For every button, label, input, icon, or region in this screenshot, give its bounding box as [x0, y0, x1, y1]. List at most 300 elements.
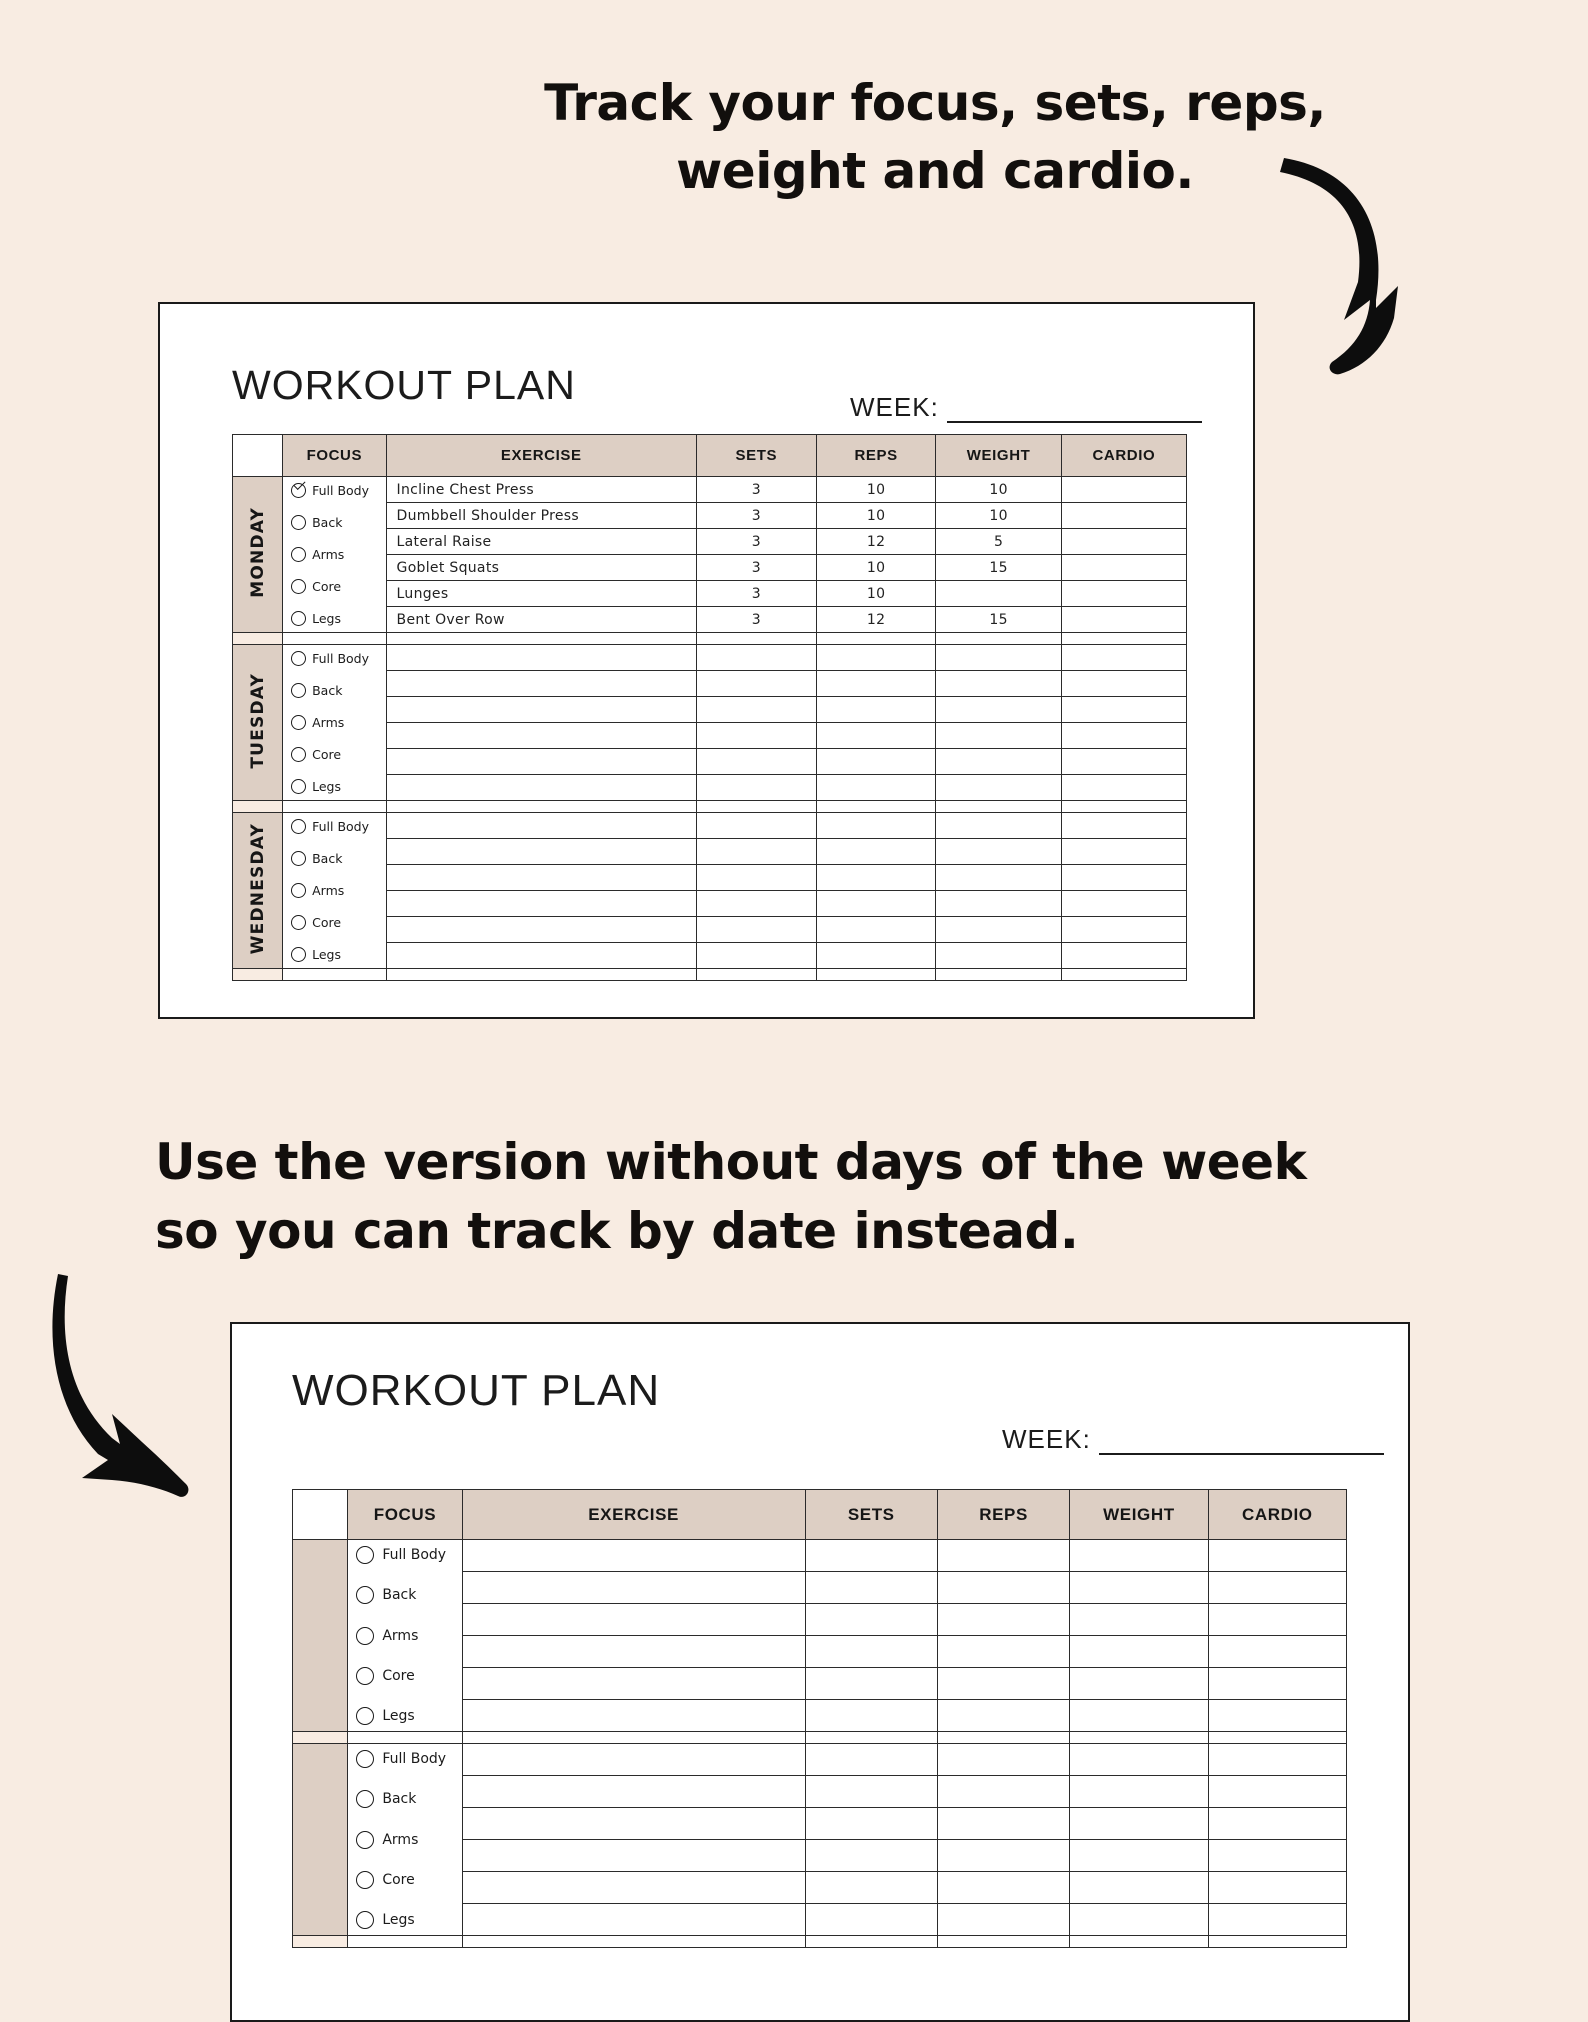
cell-sets[interactable]: [696, 697, 816, 723]
radio-icon[interactable]: [356, 1627, 374, 1645]
cell-weight[interactable]: [936, 749, 1061, 775]
cell-exercise[interactable]: [386, 917, 696, 943]
cell-weight[interactable]: [1070, 1604, 1208, 1636]
cell-weight[interactable]: [1070, 1904, 1208, 1936]
focus-option-full-body[interactable]: [291, 819, 385, 834]
cell-reps[interactable]: 10: [816, 477, 936, 503]
table-header-row: [293, 1490, 1347, 1540]
cell-weight[interactable]: [1070, 1776, 1208, 1808]
cell-exercise[interactable]: [462, 1540, 805, 1572]
cell-reps[interactable]: [937, 1604, 1069, 1636]
radio-icon[interactable]: [291, 851, 306, 866]
radio-icon[interactable]: [291, 779, 306, 794]
focus-option-label: Full Body: [382, 1547, 447, 1563]
table-row: [293, 1744, 1347, 1776]
cell-cardio[interactable]: [1208, 1572, 1346, 1604]
focus-option-label: Legs: [312, 947, 341, 962]
cell-sets[interactable]: 3: [696, 581, 816, 607]
radio-icon[interactable]: [291, 579, 306, 594]
focus-option-label: Core: [312, 579, 342, 594]
cell-exercise[interactable]: [462, 1604, 805, 1636]
cell-weight[interactable]: [936, 865, 1061, 891]
cell-sets[interactable]: [696, 775, 816, 801]
cell-exercise[interactable]: [462, 1808, 805, 1840]
column-header-weight: WEIGHT: [1070, 1490, 1208, 1540]
focus-options-cell: [283, 813, 386, 969]
focus-option-label: Back: [312, 515, 343, 530]
focus-option-label: Back: [312, 851, 343, 866]
cell-reps[interactable]: 10: [816, 503, 936, 529]
cell-exercise[interactable]: [386, 645, 696, 671]
cell-cardio[interactable]: [1061, 529, 1186, 555]
cell-sets[interactable]: [805, 1872, 937, 1904]
cell-weight[interactable]: [936, 839, 1061, 865]
cell-exercise[interactable]: [386, 839, 696, 865]
cell-exercise[interactable]: [386, 943, 696, 969]
radio-icon[interactable]: [356, 1911, 374, 1929]
block-separator-cell: [936, 801, 1061, 813]
cell-sets[interactable]: [805, 1808, 937, 1840]
cell-exercise[interactable]: [462, 1776, 805, 1808]
radio-icon[interactable]: [356, 1667, 374, 1685]
block-separator: [233, 633, 1187, 645]
cell-cardio[interactable]: [1208, 1872, 1346, 1904]
day-header-spacer: [293, 1490, 348, 1540]
cell-weight[interactable]: 15: [936, 555, 1061, 581]
block-separator-cell: [937, 1732, 1069, 1744]
cell-weight[interactable]: [936, 645, 1061, 671]
table-row: [233, 813, 1187, 839]
cell-cardio[interactable]: [1208, 1904, 1346, 1936]
cell-exercise[interactable]: Lunges: [386, 581, 696, 607]
block-separator-cell: [283, 969, 386, 981]
block-separator-spacer: [233, 801, 283, 813]
cell-exercise[interactable]: [462, 1636, 805, 1668]
focus-option-label: Arms: [312, 547, 345, 562]
focus-option-legs[interactable]: [356, 1911, 461, 1929]
focus-option-full-body[interactable]: [291, 483, 385, 498]
cell-cardio[interactable]: [1061, 775, 1186, 801]
focus-option-core[interactable]: [356, 1871, 461, 1889]
cell-exercise[interactable]: [462, 1700, 805, 1732]
cell-cardio[interactable]: [1061, 723, 1186, 749]
cell-reps[interactable]: [816, 775, 936, 801]
cell-weight[interactable]: 5: [936, 529, 1061, 555]
block-separator-cell: [696, 633, 816, 645]
block-separator-cell: [1208, 1732, 1346, 1744]
cell-reps[interactable]: [937, 1636, 1069, 1668]
week-input[interactable]: [1099, 1431, 1384, 1455]
block-separator-cell: [696, 801, 816, 813]
cell-reps[interactable]: [937, 1776, 1069, 1808]
column-header-exercise: EXERCISE: [462, 1490, 805, 1540]
radio-icon[interactable]: [291, 819, 306, 834]
radio-icon[interactable]: [356, 1586, 374, 1604]
cell-cardio[interactable]: [1061, 943, 1186, 969]
cell-weight[interactable]: [936, 943, 1061, 969]
radio-icon[interactable]: [291, 883, 306, 898]
column-header-exercise: EXERCISE: [386, 435, 696, 477]
focus-options-cell: [348, 1744, 462, 1936]
focus-option-label: Full Body: [312, 651, 369, 666]
block-separator-cell: [1061, 969, 1186, 981]
cell-sets[interactable]: [805, 1540, 937, 1572]
cell-sets[interactable]: 3: [696, 529, 816, 555]
radio-icon[interactable]: [291, 547, 306, 562]
day-label: WEDNESDAY: [247, 822, 268, 955]
cell-exercise[interactable]: [386, 697, 696, 723]
cell-exercise[interactable]: [386, 671, 696, 697]
radio-icon[interactable]: [291, 651, 306, 666]
cell-exercise[interactable]: Dumbbell Shoulder Press: [386, 503, 696, 529]
block-separator: [233, 969, 1187, 981]
focus-option-legs[interactable]: [291, 947, 385, 962]
focus-option-legs[interactable]: [356, 1707, 461, 1725]
focus-option-full-body[interactable]: [356, 1750, 461, 1768]
cell-sets[interactable]: [805, 1840, 937, 1872]
cell-cardio[interactable]: [1061, 671, 1186, 697]
focus-option-back[interactable]: [291, 515, 385, 530]
day-label-cell: [233, 645, 283, 801]
cell-sets[interactable]: [805, 1572, 937, 1604]
radio-icon[interactable]: [291, 747, 306, 762]
table-row: [233, 477, 1187, 503]
cell-cardio[interactable]: [1061, 607, 1186, 633]
focus-option-arms[interactable]: [291, 883, 385, 898]
column-header-focus: FOCUS: [283, 435, 386, 477]
block-separator-cell: [348, 1732, 462, 1744]
day-label-cell: [293, 1540, 348, 1732]
focus-option-arms[interactable]: [356, 1627, 461, 1645]
cell-cardio[interactable]: [1208, 1744, 1346, 1776]
radio-icon[interactable]: [291, 683, 306, 698]
cell-cardio[interactable]: [1061, 917, 1186, 943]
cell-exercise[interactable]: [386, 723, 696, 749]
cell-cardio[interactable]: [1061, 865, 1186, 891]
cell-cardio[interactable]: [1061, 839, 1186, 865]
cell-cardio[interactable]: [1061, 891, 1186, 917]
cell-exercise[interactable]: [462, 1744, 805, 1776]
cell-weight[interactable]: 10: [936, 477, 1061, 503]
cell-sets[interactable]: [696, 749, 816, 775]
cell-weight[interactable]: [936, 671, 1061, 697]
block-separator-cell: [386, 969, 696, 981]
radio-icon[interactable]: [356, 1871, 374, 1889]
block-separator-cell: [936, 633, 1061, 645]
cell-reps[interactable]: [816, 813, 936, 839]
focus-option-label: Full Body: [312, 819, 369, 834]
block-separator-cell: [386, 801, 696, 813]
radio-icon[interactable]: [356, 1790, 374, 1808]
block-separator-cell: [386, 633, 696, 645]
workout-plan-sheet-with-days: [158, 302, 1255, 1019]
radio-icon[interactable]: [356, 1707, 374, 1725]
cell-reps[interactable]: [937, 1872, 1069, 1904]
day-label-cell: [233, 477, 283, 633]
cell-cardio[interactable]: [1208, 1604, 1346, 1636]
cell-sets[interactable]: 3: [696, 607, 816, 633]
radio-icon[interactable]: [356, 1546, 374, 1564]
radio-icon[interactable]: [356, 1831, 374, 1849]
column-header-reps: REPS: [937, 1490, 1069, 1540]
cell-reps[interactable]: [937, 1540, 1069, 1572]
focus-option-arms[interactable]: [356, 1831, 461, 1849]
cell-weight[interactable]: [1070, 1872, 1208, 1904]
block-separator: [293, 1732, 1347, 1744]
cell-exercise[interactable]: Bent Over Row: [386, 607, 696, 633]
cell-cardio[interactable]: [1208, 1700, 1346, 1732]
block-separator-cell: [805, 1936, 937, 1948]
cell-sets[interactable]: 3: [696, 555, 816, 581]
cell-weight[interactable]: [936, 775, 1061, 801]
column-header-sets: SETS: [696, 435, 816, 477]
cell-weight[interactable]: [936, 891, 1061, 917]
cell-reps[interactable]: [816, 839, 936, 865]
week-field: [850, 392, 1202, 423]
day-label: TUESDAY: [247, 672, 268, 769]
cell-sets[interactable]: [696, 865, 816, 891]
focus-options-cell: [348, 1540, 462, 1732]
block-separator-cell: [937, 1936, 1069, 1948]
focus-option-back[interactable]: [291, 683, 385, 698]
cell-sets[interactable]: [805, 1636, 937, 1668]
promo-headline-bottom: Use the version without days of the week so you can track by date instead.: [155, 1133, 1307, 1260]
cell-sets[interactable]: [696, 671, 816, 697]
cell-exercise[interactable]: [462, 1668, 805, 1700]
cell-cardio[interactable]: [1061, 697, 1186, 723]
workout-table-no-days: [292, 1489, 1347, 1948]
block-separator: [233, 801, 1187, 813]
cell-sets[interactable]: [696, 943, 816, 969]
cell-reps[interactable]: [937, 1808, 1069, 1840]
cell-cardio[interactable]: [1061, 749, 1186, 775]
cell-weight[interactable]: [1070, 1840, 1208, 1872]
cell-reps[interactable]: 12: [816, 529, 936, 555]
cell-exercise[interactable]: Goblet Squats: [386, 555, 696, 581]
cell-reps[interactable]: [937, 1840, 1069, 1872]
cell-reps[interactable]: [937, 1700, 1069, 1732]
cell-exercise[interactable]: [462, 1872, 805, 1904]
cell-weight[interactable]: 10: [936, 503, 1061, 529]
cell-reps[interactable]: [816, 749, 936, 775]
cell-exercise[interactable]: Lateral Raise: [386, 529, 696, 555]
radio-icon[interactable]: [291, 947, 306, 962]
page-title: WORKOUT PLAN: [232, 362, 576, 408]
cell-reps[interactable]: [816, 645, 936, 671]
block-separator-cell: [1061, 801, 1186, 813]
cell-reps[interactable]: [937, 1572, 1069, 1604]
cell-sets[interactable]: [805, 1604, 937, 1636]
cell-exercise[interactable]: [386, 749, 696, 775]
column-header-weight: WEIGHT: [936, 435, 1061, 477]
focus-option-back[interactable]: [291, 851, 385, 866]
block-separator-spacer: [293, 1732, 348, 1744]
cell-reps[interactable]: [937, 1668, 1069, 1700]
block-separator-cell: [1070, 1732, 1208, 1744]
cell-reps[interactable]: [937, 1904, 1069, 1936]
cell-weight[interactable]: [936, 917, 1061, 943]
cell-sets[interactable]: [805, 1700, 937, 1732]
block-separator-cell: [816, 633, 936, 645]
block-separator-cell: [1061, 633, 1186, 645]
block-separator-cell: [1208, 1936, 1346, 1948]
cell-cardio[interactable]: [1208, 1840, 1346, 1872]
cell-exercise[interactable]: [386, 775, 696, 801]
focus-option-full-body[interactable]: [291, 651, 385, 666]
focus-option-label: Full Body: [312, 483, 369, 498]
focus-option-core[interactable]: [291, 747, 385, 762]
cell-reps[interactable]: [937, 1744, 1069, 1776]
cell-reps[interactable]: [816, 723, 936, 749]
cell-weight[interactable]: [1070, 1700, 1208, 1732]
radio-icon[interactable]: [291, 715, 306, 730]
focus-option-core[interactable]: [291, 915, 385, 930]
cell-sets[interactable]: [805, 1776, 937, 1808]
cell-cardio[interactable]: [1208, 1636, 1346, 1668]
cell-cardio[interactable]: [1061, 477, 1186, 503]
focus-option-label: Arms: [382, 1831, 419, 1848]
focus-option-arms[interactable]: [291, 547, 385, 562]
focus-option-label: Legs: [312, 779, 341, 794]
focus-option-legs[interactable]: [291, 611, 385, 626]
cell-cardio[interactable]: [1208, 1540, 1346, 1572]
focus-option-back[interactable]: [356, 1790, 461, 1808]
week-label: WEEK:: [850, 392, 939, 422]
focus-option-label: Arms: [312, 715, 345, 730]
cell-sets[interactable]: [805, 1744, 937, 1776]
cell-exercise[interactable]: [462, 1840, 805, 1872]
focus-option-legs[interactable]: [291, 779, 385, 794]
focus-option-label: Core: [382, 1871, 415, 1888]
cell-reps[interactable]: [816, 671, 936, 697]
cell-weight[interactable]: [1070, 1572, 1208, 1604]
cell-cardio[interactable]: [1061, 555, 1186, 581]
page-title: WORKOUT PLAN: [292, 1366, 661, 1415]
cell-sets[interactable]: 3: [696, 477, 816, 503]
focus-option-label: Arms: [312, 883, 345, 898]
block-separator: [293, 1936, 1347, 1948]
cell-cardio[interactable]: [1061, 813, 1186, 839]
cell-reps[interactable]: [816, 891, 936, 917]
block-separator-spacer: [233, 969, 283, 981]
cell-exercise[interactable]: Incline Chest Press: [386, 477, 696, 503]
cell-weight[interactable]: [936, 813, 1061, 839]
cell-reps[interactable]: [816, 917, 936, 943]
checkmark-icon[interactable]: [291, 483, 306, 498]
radio-icon[interactable]: [291, 915, 306, 930]
cell-reps[interactable]: 10: [816, 555, 936, 581]
cell-weight[interactable]: [1070, 1808, 1208, 1840]
column-header-focus: FOCUS: [348, 1490, 462, 1540]
cell-sets[interactable]: [696, 723, 816, 749]
cell-exercise[interactable]: [386, 891, 696, 917]
curved-arrow-down-left-icon: [50, 1270, 200, 1505]
cell-sets[interactable]: [696, 645, 816, 671]
cell-reps[interactable]: 12: [816, 607, 936, 633]
radio-icon[interactable]: [291, 515, 306, 530]
focus-option-core[interactable]: [356, 1667, 461, 1685]
promo-headline-top: Track your focus, sets, reps, weight and cardio.: [544, 74, 1326, 200]
table-row: [233, 645, 1187, 671]
focus-option-label: Full Body: [382, 1751, 447, 1767]
cell-weight[interactable]: [1070, 1744, 1208, 1776]
cell-sets[interactable]: 3: [696, 503, 816, 529]
focus-options-cell: [283, 645, 386, 801]
radio-icon[interactable]: [291, 611, 306, 626]
cell-exercise[interactable]: [386, 813, 696, 839]
block-separator-cell: [283, 633, 386, 645]
focus-option-label: Arms: [382, 1627, 419, 1644]
focus-option-label: Back: [382, 1791, 417, 1808]
curved-arrow-down-right-icon: [1270, 150, 1400, 385]
cell-sets[interactable]: [696, 891, 816, 917]
focus-option-back[interactable]: [356, 1586, 461, 1604]
cell-exercise[interactable]: [386, 865, 696, 891]
cell-weight[interactable]: [936, 581, 1061, 607]
block-separator-cell: [816, 969, 936, 981]
cell-weight[interactable]: [1070, 1668, 1208, 1700]
cell-cardio[interactable]: [1061, 645, 1186, 671]
cell-reps[interactable]: [816, 943, 936, 969]
day-label-cell: [293, 1744, 348, 1936]
table-header-row: [233, 435, 1187, 477]
column-header-cardio: CARDIO: [1208, 1490, 1346, 1540]
block-separator-cell: [816, 801, 936, 813]
block-separator-cell: [462, 1732, 805, 1744]
cell-exercise[interactable]: [462, 1572, 805, 1604]
day-label: MONDAY: [247, 507, 268, 598]
cell-weight[interactable]: 15: [936, 607, 1061, 633]
week-input[interactable]: [947, 399, 1202, 423]
cell-exercise[interactable]: [462, 1904, 805, 1936]
day-label-cell: [233, 813, 283, 969]
block-separator-cell: [805, 1732, 937, 1744]
week-label: WEEK:: [1002, 1424, 1091, 1454]
day-header-spacer: [233, 435, 283, 477]
cell-reps[interactable]: [816, 865, 936, 891]
cell-cardio[interactable]: [1061, 581, 1186, 607]
focus-option-arms[interactable]: [291, 715, 385, 730]
focus-option-label: Core: [312, 915, 342, 930]
cell-reps[interactable]: 10: [816, 581, 936, 607]
table-row: [293, 1540, 1347, 1572]
cell-cardio[interactable]: [1061, 503, 1186, 529]
column-header-sets: SETS: [805, 1490, 937, 1540]
cell-cardio[interactable]: [1208, 1668, 1346, 1700]
cell-sets[interactable]: [805, 1904, 937, 1936]
cell-weight[interactable]: [936, 723, 1061, 749]
cell-cardio[interactable]: [1208, 1808, 1346, 1840]
focus-option-label: Core: [312, 747, 342, 762]
cell-weight[interactable]: [936, 697, 1061, 723]
cell-sets[interactable]: [696, 839, 816, 865]
cell-cardio[interactable]: [1208, 1776, 1346, 1808]
radio-icon[interactable]: [356, 1750, 374, 1768]
focus-options-cell: [283, 477, 386, 633]
cell-sets[interactable]: [696, 813, 816, 839]
workout-plan-sheet-no-days: [230, 1322, 1410, 2022]
cell-sets[interactable]: [696, 917, 816, 943]
focus-option-core[interactable]: [291, 579, 385, 594]
cell-sets[interactable]: [805, 1668, 937, 1700]
cell-weight[interactable]: [1070, 1540, 1208, 1572]
focus-option-full-body[interactable]: [356, 1546, 461, 1564]
focus-option-label: Core: [382, 1667, 415, 1684]
block-separator-spacer: [233, 633, 283, 645]
cell-weight[interactable]: [1070, 1636, 1208, 1668]
cell-reps[interactable]: [816, 697, 936, 723]
block-separator-cell: [696, 969, 816, 981]
